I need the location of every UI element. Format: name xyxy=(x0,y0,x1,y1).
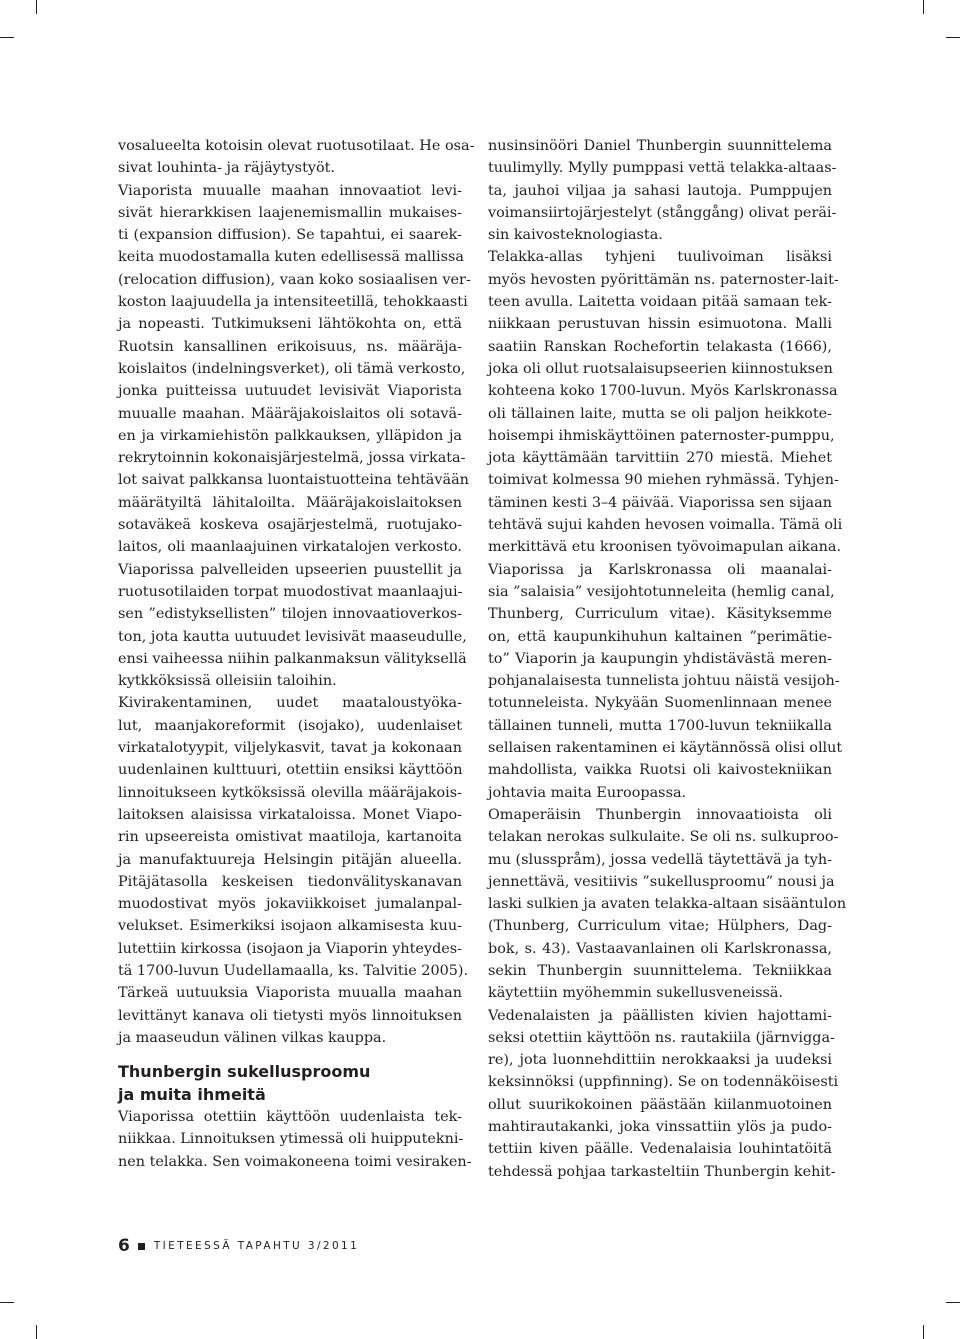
left-column-section-body xyxy=(118,1106,472,1173)
text-line: niikkaan perustuvan hissin esimuotona. Malli xyxy=(488,316,832,333)
text-line: toimivat kolmessa 90 miehen ryhmässä. Tyhjen- xyxy=(488,472,839,489)
text-line: to” Viaporin ja kaupungin yhdistävästä meren- xyxy=(488,650,832,667)
text-line: nen telakka. Sen voimakoneena toimi vesiraken- xyxy=(118,1153,472,1170)
text-line: (Thunberg, Curriculum vitae; Hülphers, Dag- xyxy=(488,918,832,935)
text-line: Viaporissa otettiin käyttöön uudenlaista tek- xyxy=(118,1109,462,1126)
text-line: levittänyt kanava oli tietysti myös linnoituksen xyxy=(118,1007,462,1024)
text-line: Telakka-allas tyhjeni tuulivoiman lisäksi xyxy=(488,249,832,266)
text-line: tettiin kiven päälle. Vedenalaisia louhintatöitä xyxy=(488,1141,832,1158)
section-heading-line-1: Thunbergin sukellusproomu xyxy=(118,1062,371,1082)
text-line: Tärkeä uutuuksia Viaporista muualla maahan xyxy=(118,985,462,1002)
text-line: ollut suurikokoinen päästään kiilanmuotoinen xyxy=(488,1096,832,1113)
text-line: saatiin Ranskan Rochefortin telakasta (1666), xyxy=(488,338,832,355)
text-line: kohteena koko 1700-luvun. Myös Karlskronassa xyxy=(488,383,838,400)
text-line: Vedenalaisten ja päällisten kivien hajottami- xyxy=(488,1007,832,1024)
text-line: rin upseereista omistivat maatiloja, kartanoita xyxy=(118,829,462,846)
text-line: kytkköksissä olleisiin taloihin. xyxy=(118,673,337,690)
text-line: Viaporista muualle maahan innovaatiot levi- xyxy=(118,182,462,199)
text-line: lot saivat palkkansa luontaistuotteina tehtävään xyxy=(118,472,469,489)
text-line: koislaitos (indelningsverket), oli tämä verkosto, xyxy=(118,360,466,377)
text-line: nusinsinööri Daniel Thunbergin suunnittelema xyxy=(488,138,832,154)
crop-mark-bottom-left xyxy=(36,1325,37,1339)
crop-mark-top-right-h xyxy=(946,37,960,38)
section-heading-line-2: ja muita ihmeitä xyxy=(118,1084,266,1104)
text-line: Ruotsin kansallinen erikoisuus, ns. määräja- xyxy=(118,338,462,355)
crop-mark-bottom-left-h xyxy=(0,1302,14,1303)
text-line: Thunberg, Curriculum vitae). Käsityksemme xyxy=(488,606,832,623)
text-line: jota käyttämään tarvittiin 270 miestä. Miehet xyxy=(488,450,832,467)
text-line: tuulimylly. Mylly pumppasi vettä telakka-altaas- xyxy=(488,160,837,177)
page-footer xyxy=(118,1236,359,1256)
text-line: ja manufaktuureja Helsingin pitäjän alueella. xyxy=(118,851,462,868)
text-line: merkittävä etu kroonisen työvoimapulan aikana. xyxy=(488,539,842,556)
text-line: joka oli ollut ruotsalaisupseerien kiinnostuksen xyxy=(488,360,833,377)
crop-mark-bottom-right xyxy=(923,1325,924,1339)
left-column xyxy=(118,135,475,1173)
text-line: re), jota luonnehdittiin nerokkaaksi ja uudeksi xyxy=(488,1052,832,1069)
text-line: Kivirakentaminen, uudet maataloustyöka- xyxy=(118,695,462,712)
right-column-body xyxy=(488,135,847,1183)
text-line: Viaporissa ja Karlskronassa oli maanalai- xyxy=(488,561,832,578)
footer-bullet-icon xyxy=(138,1243,145,1250)
text-line: en ja virkamiehistön palkkauksen, ylläpidon ja xyxy=(118,427,462,444)
text-line: on, että kaupunkihuhun kaltainen ”perimätie- xyxy=(488,628,832,645)
text-line: velukset. Esimerkiksi isojaon alkamisesta kuu- xyxy=(118,918,462,935)
text-line: Pitäjätasolla keskeisen tiedonvälityskanavan xyxy=(118,873,462,890)
text-line: tällainen tunneli, mutta 1700-luvun tekniikalla xyxy=(488,717,832,734)
text-line: sivät hierarkkisen laajenemismallin mukaises- xyxy=(118,204,462,221)
text-line: telakan nerokas sulkulaite. Se oli ns. sulkuproo- xyxy=(488,829,839,846)
text-line: johtavia maita Euroopassa. xyxy=(488,784,687,801)
text-line: myös hevosten pyörittämän ns. paternoster-lait- xyxy=(488,271,839,288)
crop-mark-top-left xyxy=(36,0,37,14)
crop-mark-bottom-right-h xyxy=(946,1302,960,1303)
text-line: lutettiin kirkossa (isojaon ja Viaporin yhteydes- xyxy=(118,940,463,957)
text-line: vosalueelta kotoisin olevat ruotusotilaat. He osa- xyxy=(118,138,475,154)
text-line: Omaperäisin Thunbergin innovaatioista oli xyxy=(488,806,832,823)
text-line: ja maaseudun välinen vilkas kauppa. xyxy=(118,1029,387,1046)
text-line: laitos, oli maanlaajuinen virkatalojen verkosto. xyxy=(118,539,462,556)
text-line: rekrytoinnin kokonaisjärjestelmä, jossa virkata- xyxy=(118,450,466,467)
text-line: hoisempi ihmiskäyttöinen paternoster-pumppu, xyxy=(488,427,835,444)
text-line: voimansiirtojärjestelyt (stånggång) olivat peräi- xyxy=(488,204,837,221)
page-number: 6 xyxy=(118,1236,130,1256)
text-line: lut, maanjakoreformit (isojako), uudenlaiset xyxy=(118,717,462,734)
journal-name: TIETEESSÄ TAPAHTU 3/2011 xyxy=(153,1240,360,1252)
crop-mark-top-left-h xyxy=(0,37,14,38)
text-line: laski sulkien ja avaten telakka-altaan sisääntulon xyxy=(488,896,847,913)
right-column xyxy=(488,135,847,1183)
text-line: keksinnöksi (uppfinning). Se on todennäköisesti xyxy=(488,1074,839,1091)
text-line: sia ”salaisia” vesijohtotunneleita (hemlig canal, xyxy=(488,583,835,600)
text-line: muodostivat myös jokaviikkoiset jumalanpal- xyxy=(118,896,462,913)
text-line: jonka puitteissa uutuudet levisivät Viaporista xyxy=(118,383,462,400)
text-line: ta, jauhoi viljaa ja sahasi lautoja. Pumppujen xyxy=(488,182,832,199)
text-line: sen ”edistyksellisten” tilojen innovaatioverkos- xyxy=(118,606,462,623)
text-line: sotaväkeä koskeva osajärjestelmä, ruotujako- xyxy=(118,517,462,534)
text-line: (relocation diffusion), vaan koko sosiaalisen ver- xyxy=(118,271,471,288)
text-line: muualle maahan. Määräjakoislaitos oli sotavä- xyxy=(118,405,462,422)
text-line: linnoitukseen kytköksissä olevilla määräjakois- xyxy=(118,784,462,801)
text-line: jennettävä, vesitiivis ”sukellusproomu” nousi ja xyxy=(488,873,835,890)
text-line: oli tällainen laite, mutta se oli paljon heikkote- xyxy=(488,405,832,422)
text-line: mahtirautakanki, joka vinssattiin ylös ja pudo- xyxy=(488,1119,832,1136)
text-line: totunneleista. Nykyään Suomenlinnaan menee xyxy=(488,695,832,712)
text-line: ja nopeasti. Tutkimukseni lähtökohta on, että xyxy=(118,316,462,333)
text-line: bok, s. 43). Vastaavanlainen oli Karlskronassa, xyxy=(488,940,832,957)
text-line: sin kaivosteknologiasta. xyxy=(488,227,663,244)
text-line: virkatalotyypit, viljelykasvit, tavat ja kokonaan xyxy=(118,740,462,757)
text-line: niikkaa. Linnoituksen ytimessä oli huipputekni- xyxy=(118,1131,464,1148)
text-line: laitoksen alaisissa virkataloissa. Monet Viapo- xyxy=(118,806,462,823)
text-line: määrätyiltä lähitaloilta. Määräjakoislaitoksen xyxy=(118,494,462,511)
text-line: mu (slusspråm), jossa vedellä täytettävä ja tyh- xyxy=(488,851,832,868)
text-line: pohjanalaisesta tunnelista johtuu näistä vesijoh- xyxy=(488,673,840,690)
text-line: käytettiin myöhemmin sukellusveneissä. xyxy=(488,985,784,1002)
text-line: täminen kesti 3–4 päivää. Viaporissa sen sijaan xyxy=(488,494,832,511)
text-line: koston laajuudella ja intensiteetillä, tehokkaasti xyxy=(118,294,468,311)
text-line: tehdessä pohjaa tarkasteltiin Thunbergin kehit- xyxy=(488,1163,836,1180)
crop-mark-top-right xyxy=(923,0,924,14)
text-line: teen avulla. Laitetta voidaan pitää samaan tek- xyxy=(488,294,832,311)
text-line: ti (expansion diffusion). Se tapahtui, ei saarek- xyxy=(118,227,462,244)
text-line: sivat louhinta- ja räjäytystyöt. xyxy=(118,160,336,177)
text-line: ruotusotilaiden torpat muodostivat maanlaajui- xyxy=(118,583,463,600)
text-line: Viaporissa palvelleiden upseerien puustellit ja xyxy=(118,561,462,578)
text-line: keita muodostamalla kuten edellisessä mallissa xyxy=(118,249,464,266)
text-line: seksi otettiin käyttöön ns. rautakiila (järnvigga- xyxy=(488,1029,835,1046)
text-line: uudenlainen kulttuuri, otettiin ensiksi käyttöön xyxy=(118,762,463,779)
text-line: mahdollista, vaikka Ruotsi oli kaivostekniikan xyxy=(488,762,832,779)
text-line: tä 1700-luvun Uudellamaalla, ks. Talvitie 2005). xyxy=(118,962,469,979)
text-line: ton, jota kautta uutuudet levisivät maaseudulle, xyxy=(118,628,467,645)
text-line: sellaisen rakentaminen ei käytännössä olisi ollut xyxy=(488,740,843,757)
left-column-body xyxy=(118,135,475,1049)
text-line: tehtävä sujui kahden hevosen voimalla. Tämä oli xyxy=(488,517,843,534)
text-line: sekin Thunbergin suunnittelema. Tekniikkaa xyxy=(488,962,832,979)
text-line: ensi vaiheessa niihin palkanmaksun välityksellä xyxy=(118,650,467,667)
